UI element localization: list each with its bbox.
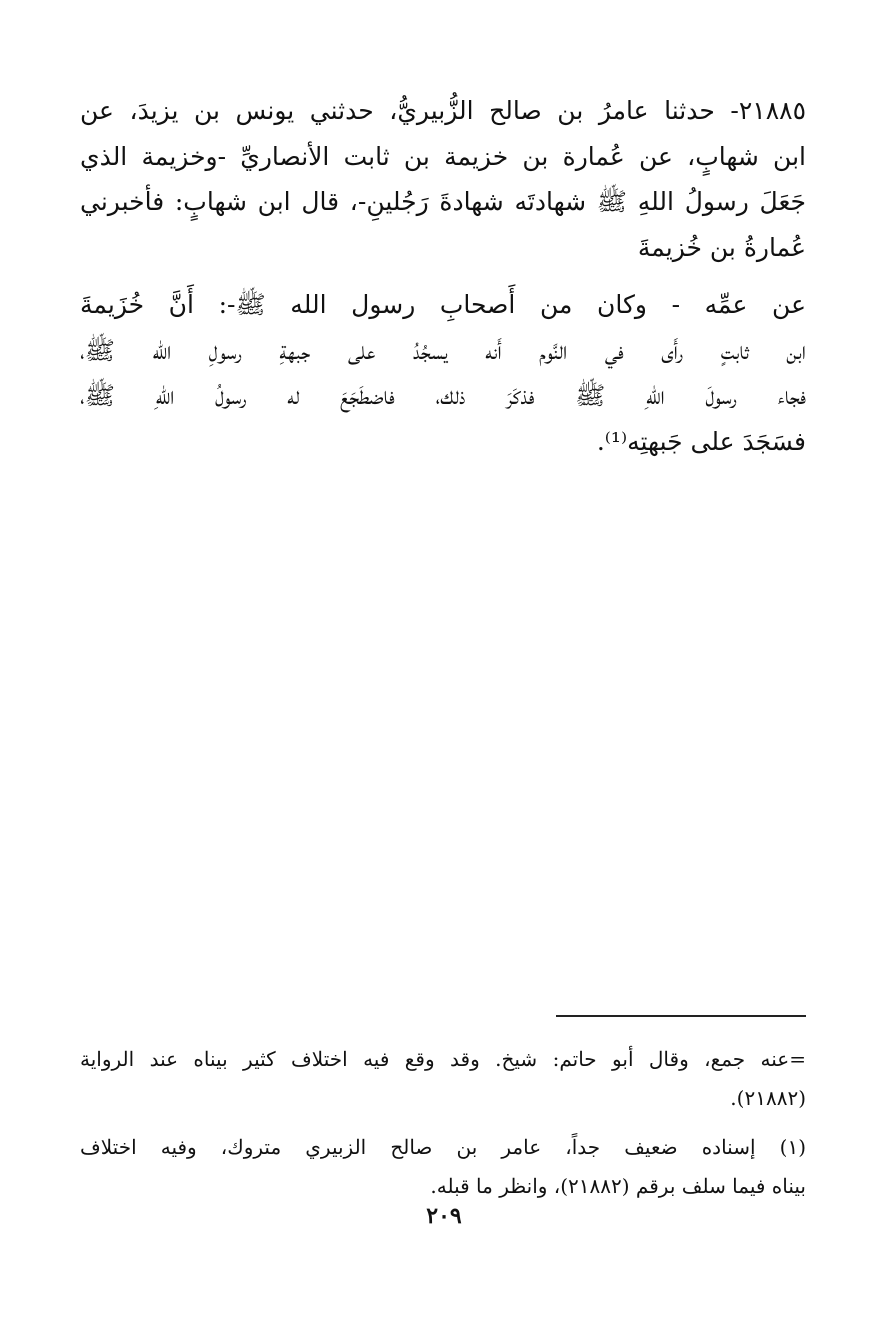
footnotes [80, 1040, 806, 1216]
text-line: عُمارةُ بن خُزيمةَ [637, 232, 806, 262]
footnote-line: =عنه جمع، وقال أبو حاتم: شيخ. وقد وقع فيه اختلاف كثير بيناه عند الرواية [80, 1047, 806, 1071]
text-line: فسَجَدَ على جَبهتِه⁽¹⁾. [596, 426, 806, 456]
footnote-1 [80, 1128, 806, 1206]
footnote-line: بيناه فيما سلف برقم (٢١٨٨٢)، وانظر ما قبله. [430, 1174, 806, 1198]
text-line: ابن شهابٍ، عن عُمارة بن خزيمة بن ثابت الأنصاريِّ -وخزيمة الذي [80, 141, 806, 171]
hadith-paragraph-2 [80, 282, 806, 464]
page-number: ٢٠٩ [426, 1203, 462, 1229]
text-line: عن عمِّه - وكان من أَصحابِ رسول الله ﷺ-: أَنَّ خُزَيمةَ [80, 290, 806, 319]
footnote-line: (١) إسناده ضعيف جداً، عامر بن صالح الزبيري متروك، وفيه اختلاف [80, 1135, 806, 1159]
text-line: جَعَلَ رسولُ اللهِ ﷺ شهادتَه شهادةَ رَجُلينِ-، قال ابن شهابٍ: فأخبرني [80, 187, 806, 216]
footnote-line: (٢١٨٨٢). [730, 1086, 806, 1110]
footnote-separator [556, 1015, 806, 1017]
text-line: ابن ثابتٍ رأَى في النَّوم أَنه يسجُدُ على جبهةِ رسولِ الله ﷺ، [80, 335, 806, 365]
text-line: فجاء رسولَ اللهِ ﷺ فذكَرَ ذلك، فاضطَجَعَ له رسولُ اللهِ ﷺ، [80, 381, 806, 410]
text-line: ٢١٨٨٥- حدثنا عامرُ بن صالح الزُّبيريُّ، حدثني يونس بن يزيدَ، عن [80, 96, 806, 125]
hadith-paragraph-1 [80, 88, 806, 270]
footnote-continuation [80, 1040, 806, 1118]
